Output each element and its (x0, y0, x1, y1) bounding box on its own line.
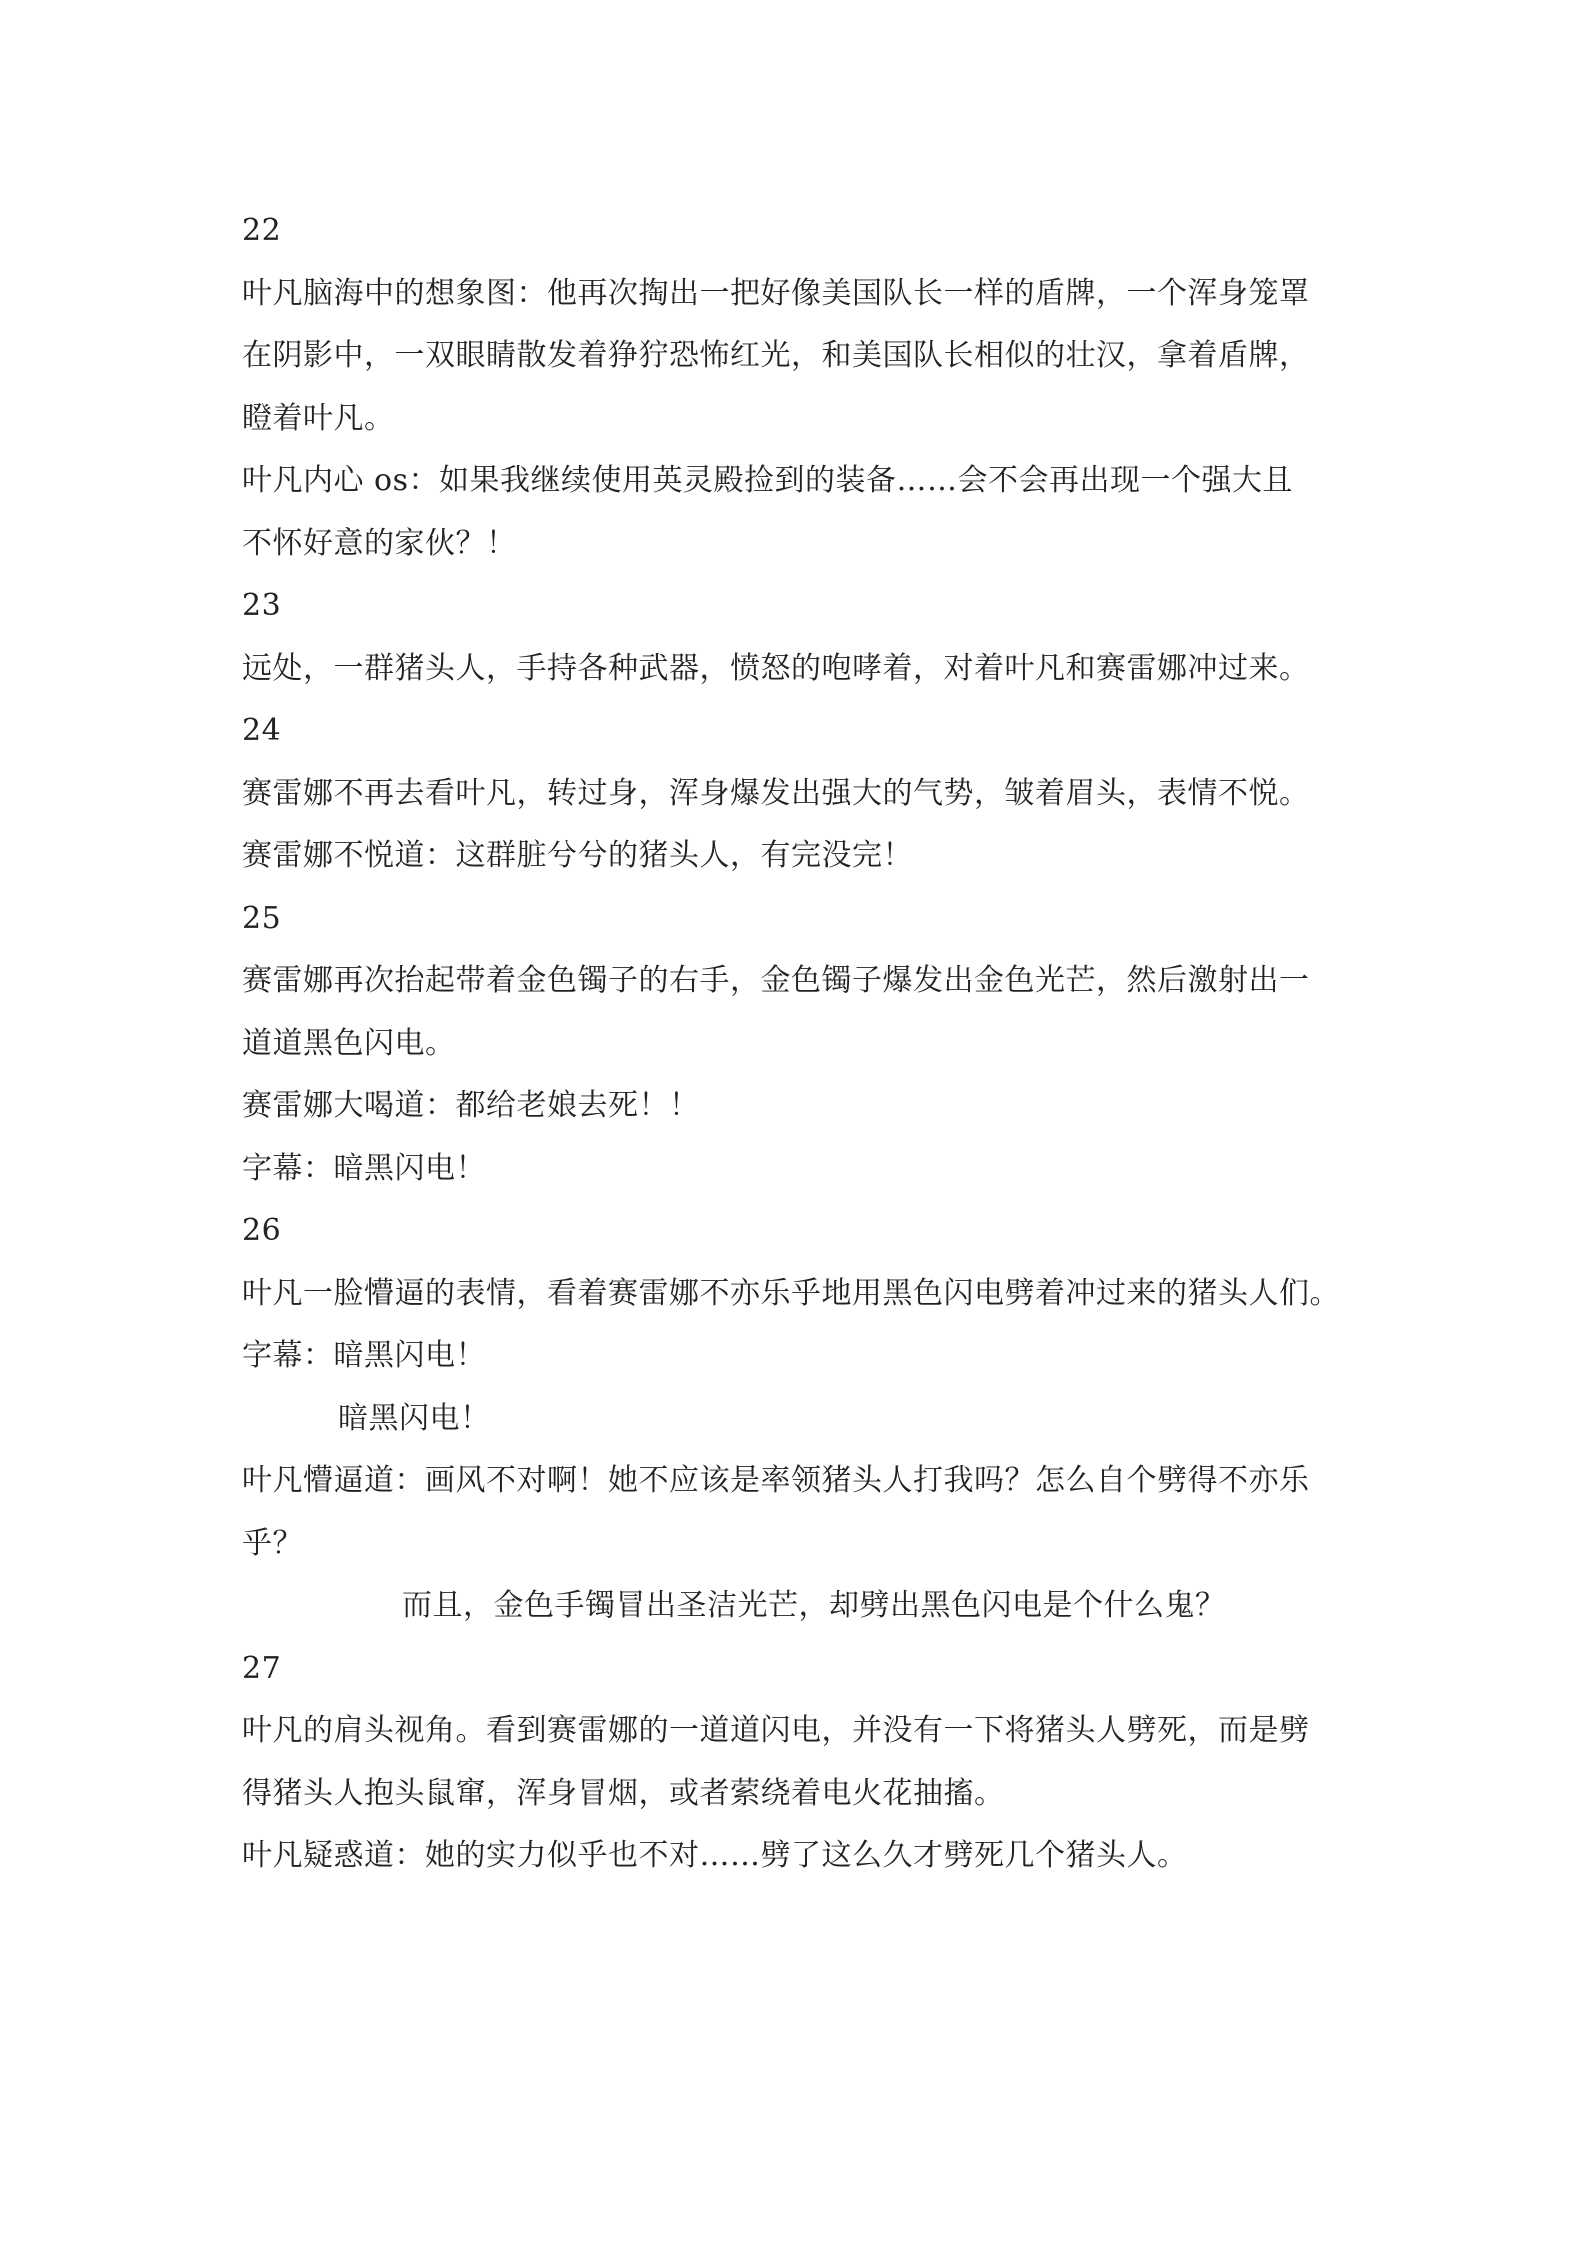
paragraph-line: 赛雷娜不悦道：这群脏兮兮的猪头人，有完没完！ (242, 838, 913, 873)
subtitle-line-continued: 暗黑闪电！ (338, 1400, 491, 1436)
scene-number: 26 (242, 1213, 282, 1248)
scene-number: 24 (242, 713, 282, 748)
scene-number: 27 (242, 1650, 282, 1686)
paragraph-line: 远处，一群猪头人，手持各种武器，愤怒的咆哮着，对着叶凡和赛雷娜冲过来。 (242, 650, 1310, 686)
paragraph-line: 叶凡疑惑道：她的实力似乎也不对……劈了这么久才劈死几个猪头人。 (242, 1838, 1188, 1873)
paragraph-line: 在阴影中，一双眼睛散发着狰狞恐怖红光，和美国队长相似的壮汉，拿着盾牌， (242, 338, 1310, 373)
paragraph-line: 得猪头人抱头鼠窜，浑身冒烟，或者萦绕着电火花抽搐。 (242, 1775, 1005, 1811)
subtitle-line: 字幕：暗黑闪电！ (242, 1338, 486, 1373)
scene-number: 23 (242, 588, 282, 623)
paragraph-line: 道道黑色闪电。 (242, 1025, 456, 1061)
paragraph-line: 叶凡内心 os：如果我继续使用英灵殿捡到的装备……会不会再出现一个强大且 (242, 463, 1293, 498)
paragraph-line: 叶凡一脸懵逼的表情，看着赛雷娜不亦乐乎地用黑色闪电劈着冲过来的猪头人们。 (242, 1275, 1340, 1311)
paragraph-line: 瞪着叶凡。 (242, 400, 395, 436)
paragraph-line: 赛雷娜大喝道：都给老娘去死！！ (242, 1088, 700, 1123)
paragraph-line: 不怀好意的家伙？！ (242, 525, 517, 561)
paragraph-line: 赛雷娜不再去看叶凡，转过身，浑身爆发出强大的气势，皱着眉头，表情不悦。 (242, 775, 1310, 811)
scene-number: 25 (242, 900, 282, 936)
subtitle-line: 字幕：暗黑闪电！ (242, 1150, 486, 1186)
paragraph-line: 赛雷娜再次抬起带着金色镯子的右手，金色镯子爆发出金色光芒，然后激射出一 (242, 963, 1310, 998)
script-body (242, 200, 1362, 1888)
paragraph-line: 叶凡的肩头视角。看到赛雷娜的一道道闪电，并没有一下将猪头人劈死，而是劈 (242, 1713, 1310, 1748)
scene-number: 22 (242, 213, 282, 248)
paragraph-line: 叶凡懵逼道：画风不对啊！她不应该是率领猪头人打我吗？怎么自个劈得不亦乐 (242, 1463, 1310, 1498)
paragraph-line: 乎？ (242, 1525, 303, 1561)
paragraph-line-indented: 而且，金色手镯冒出圣洁光芒，却劈出黑色闪电是个什么鬼？ (402, 1588, 1226, 1623)
paragraph-line: 叶凡脑海中的想象图：他再次掏出一把好像美国队长一样的盾牌，一个浑身笼罩 (242, 275, 1310, 311)
